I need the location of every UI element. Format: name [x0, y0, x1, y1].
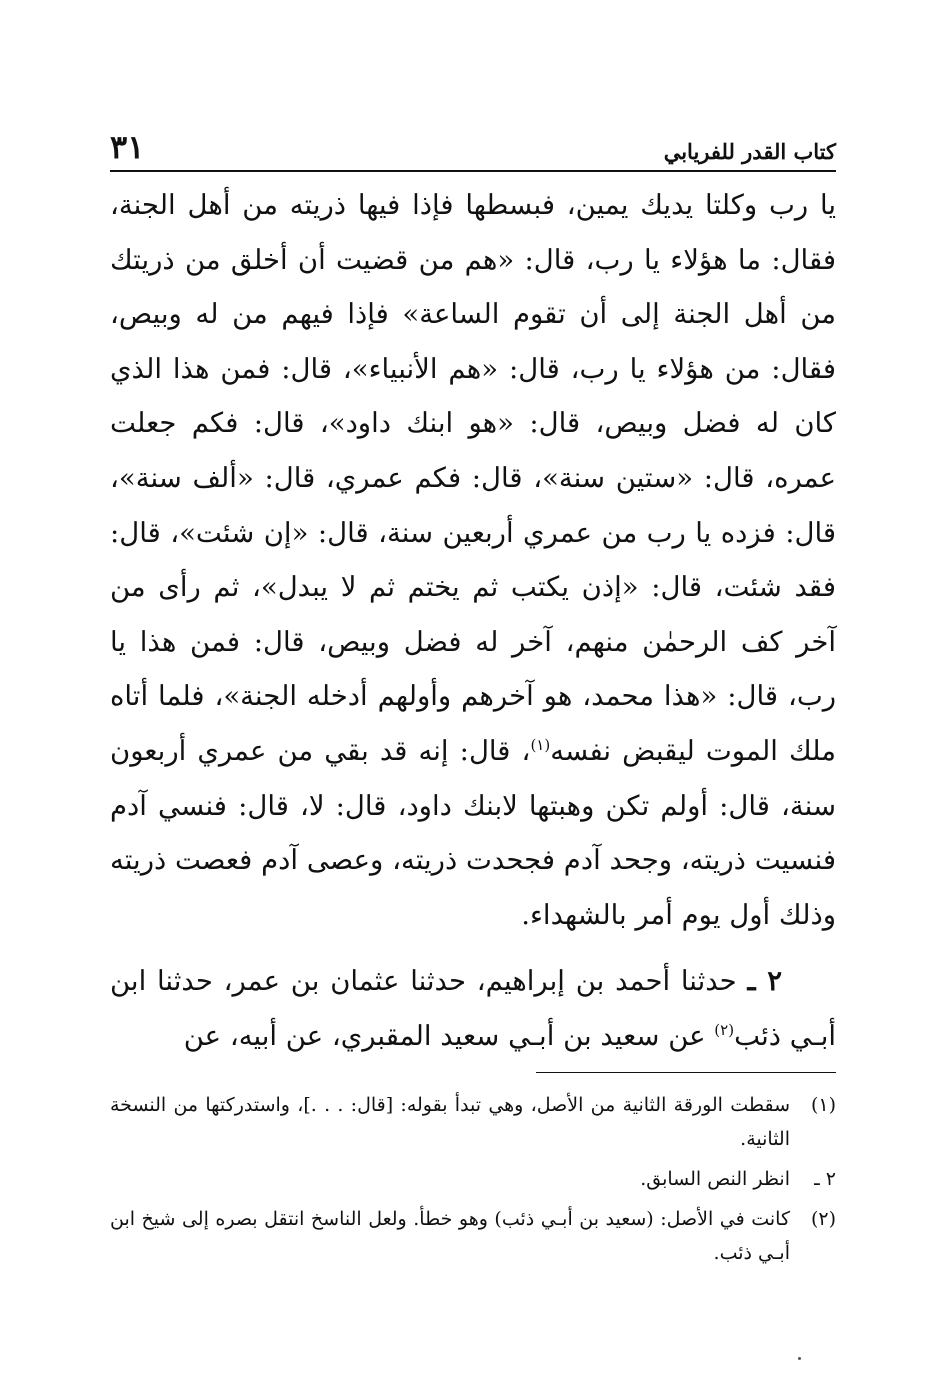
footnote-mark: (٢) — [810, 1208, 836, 1230]
footnote-item — [110, 1088, 836, 1156]
paragraph-2-end: عن سعيد بن أبـي سعيد المقبري، عن أبيه، عن — [183, 1019, 715, 1052]
paragraph-1 — [110, 178, 836, 942]
footnote-mark: ٢ ـ — [814, 1168, 836, 1190]
footnote-ref-1: (١) — [530, 735, 551, 754]
page-number: ٣١ — [110, 128, 145, 166]
hadith-number: ٢ ـ — [747, 965, 782, 998]
footnote-ref-2: (٢) — [714, 1020, 735, 1039]
main-text — [110, 178, 836, 1064]
footnote-item — [110, 1162, 836, 1196]
paragraph-1-text: يا رب وكلتا يديك يمين، فبسطها فإذا فيها ذريته من أهل الجنة، فقال: ما هؤلاء يا رب، قال: «هم من قضيت أن أخلق من ذريتك من أهل الجنة إلى أن تقوم الساعة» فإذا فيهم من له وبيص، فقال: من هؤلاء يا رب، قال: «هم الأنبياء»، قال: فمن هذا الذي كان له فضل وبيص، قال: «هو ابنك داود»، قال: فكم جعلت عمره، قال: «ستين سنة»، قال: فكم عمري، قال: «ألف سنة»، قال: فزده يا رب من عمري أربعين سنة، قال: «إن شئت»، قال: فقد شئت، قال: «إذن يكتب ثم يختم ثم لا يبدل»، ثم رأى من آخر كف الرحمٰن منهم، آخر له فضل وبيص، قال: فمن هذا يا رب، قال: «هذا محمد، هو آخرهم وأولهم أدخله الجنة»، فلما أتاه ملك الموت ليقبض نفسه — [110, 189, 836, 767]
book-title: كتاب القدر للفريابي — [663, 139, 836, 164]
running-header — [110, 122, 836, 172]
footnote-divider — [536, 1072, 836, 1073]
footnote-text: سقطت الورقة الثانية من الأصل، وهي تبدأ بقوله: [قال: . . .]، واستدركتها من النسخة الثانية. — [110, 1094, 790, 1150]
footnotes — [110, 1088, 836, 1276]
footnote-item — [110, 1202, 836, 1270]
footnote-text: انظر النص السابق. — [640, 1168, 790, 1190]
paragraph-1-end: ، قال: إنه قد بقي من عمري أربعون سنة، قال: أولم تكن وهبتها لابنك داود، قال: لا، قال: فنسي آدم فنسيت ذريته، وجحد آدم فجحدت ذريته، وعصى آدم فعصت ذريته وذلك أول يوم أمر بالشهداء. — [110, 734, 836, 931]
scan-speck — [798, 1357, 801, 1360]
footnote-mark: (١) — [810, 1094, 836, 1116]
paragraph-2-text: حدثنا أحمد بن إبراهيم، حدثنا عثمان بن عمر، حدثنا ابن أبـي ذئب — [110, 965, 836, 1052]
paragraph-2 — [110, 954, 836, 1063]
footnote-text: كانت في الأصل: (سعيد بن أبـي ذئب) وهو خطأ. ولعل الناسخ انتقل بصره إلى شيخ ابن أبـي ذئب. — [110, 1208, 790, 1264]
